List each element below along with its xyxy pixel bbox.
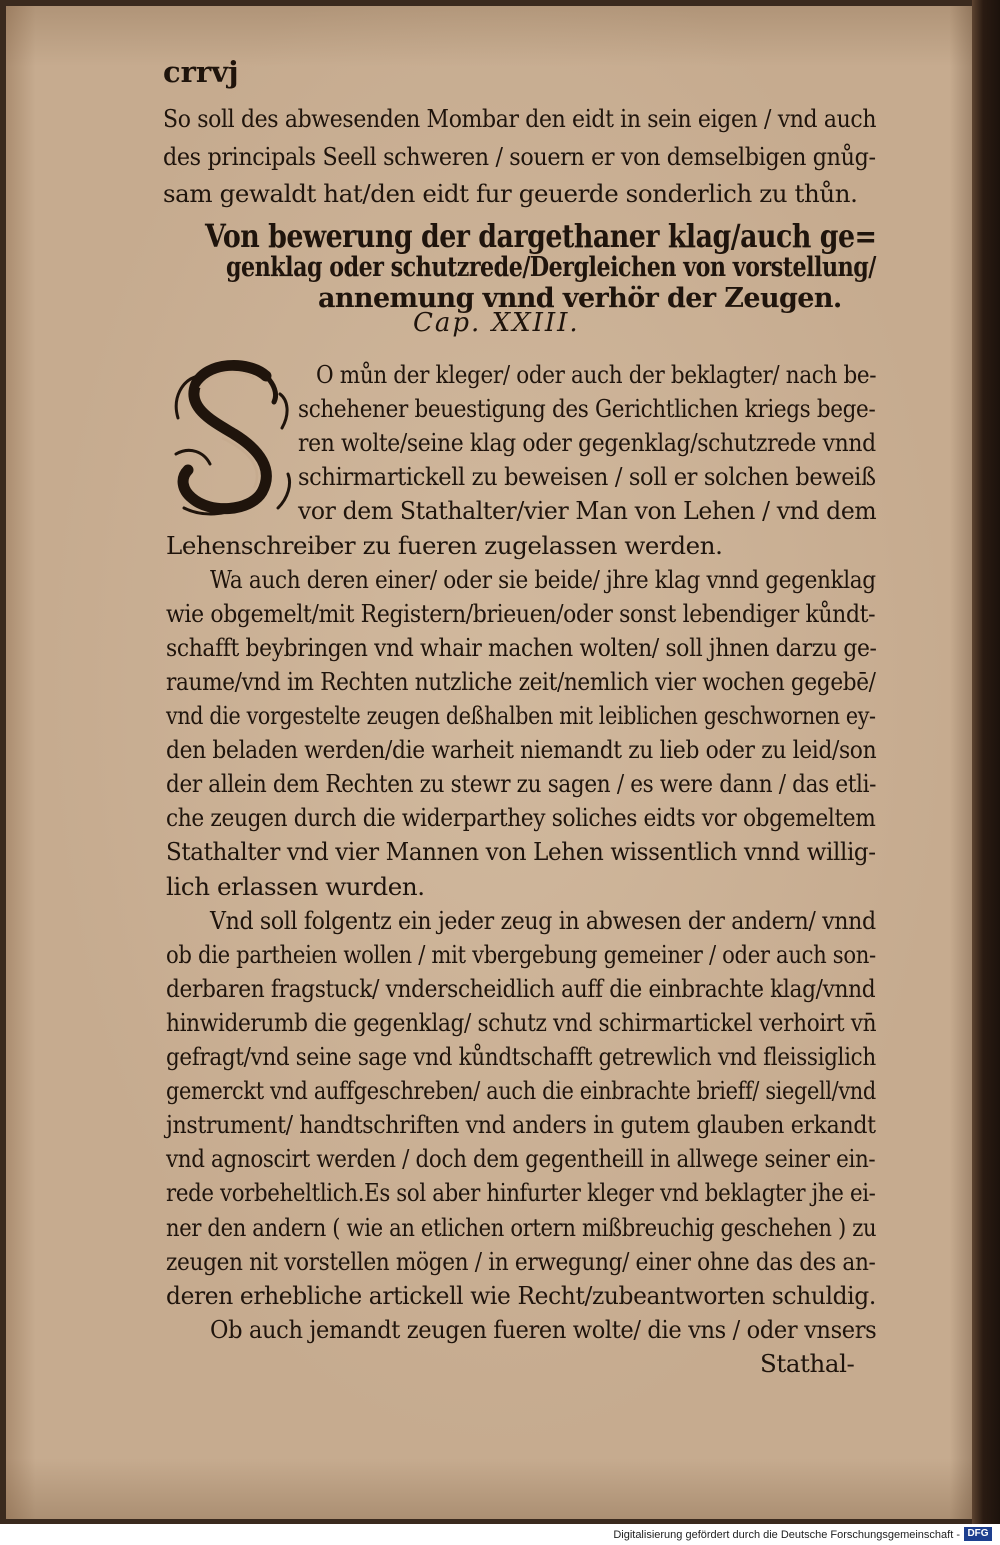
binding-edge [972,0,1000,1524]
text-line: lich erlassen wurden. [166,871,425,901]
text-line: raume/vnd im Rechten nutzliche zeit/nemlich vier wochen gegebē/ [166,666,876,696]
text-line: schehener beuestigung des Gerichtlichen kriegs bege- [298,394,876,424]
text-line: Ob auch jemandt zeugen fueren wolte/ die vns / oder vnsers [210,1314,877,1344]
text-line: sam gewaldt hat/den eidt fur geuerde sonderlich zu thůn. [163,179,858,208]
text-line: rede vorbeheltlich.Es sol aber hinfurter kleger vnd beklagter jhe ei- [166,1178,876,1208]
text-line: ob die partheien wollen / mit vbergebung gemeiner / oder auch son- [166,939,876,969]
text-line: Lehenschreiber zu fueren zugelassen werden. [166,530,723,560]
heading-line: Von bewerung der dargethaner klag/auch ge= [205,217,877,255]
text-line: ren wolte/seine klag oder gegenklag/schutzrede vnnd [298,428,876,458]
text-line: schafft beybringen vnd whair machen wolten/ soll jhnen darzu ge- [166,632,877,662]
text-line: wie obgemelt/mit Registern/brieuen/oder sonst lebendiger kůndt- [166,598,876,628]
text-line: Stathalter vnd vier Mannen von Lehen wissentlich vnnd willig- [166,837,876,867]
text-line: des principals Seell schweren / souern er von demselbigen gnůg- [163,142,876,171]
text-line: So soll des abwesenden Mombar den eidt in sein eigen / vnd auch [163,104,877,133]
funding-credit: Digitalisierung gefördert durch die Deutsche Forschungsgemeinschaft - [613,1529,960,1541]
text-line: der allein dem Rechten zu stewr zu sagen / es were dann / das etli- [166,769,877,799]
text-line: schirmartickell zu beweisen / soll er solchen beweiß [298,462,876,492]
text-line: vnd agnoscirt werden / doch dem gegentheill in allwege seiner ein- [166,1144,876,1174]
heading-line: annemung vnnd verhör der Zeugen. [318,283,842,314]
chapter-number: Cap. XXIII. [413,308,580,338]
text-line: den beladen werden/die warheit niemandt zu lieb oder zu leid/son [166,735,877,765]
text-line: O můn der kleger/ oder auch der beklagter/ nach be- [316,360,877,389]
text-line: vor dem Stathalter/vier Man von Lehen / vnd dem [298,496,877,526]
text-line: gefragt/vnd seine sage vnd kůndtschafft getrewlich vnd fleissiglich [166,1042,876,1071]
text-line: zeugen nit vorstellen mögen / in erwegung/ einer ohne das des an- [166,1246,876,1276]
text-line: ner den andern ( wie an etlichen ortern mißbreuchig geschehen ) zu [166,1212,877,1242]
decorated-initial-s [170,358,296,518]
text-line: gemerckt vnd auffgeschreben/ auch die einbrachte brieff/ siegell/vnd [166,1076,876,1106]
text-line: Stathal- [760,1348,855,1378]
text-line: che zeugen durch die widerparthey soliches eidts vor obgemeltem [166,803,876,833]
text-line: Vnd soll folgentz ein jeder zeug in abwesen der andern/ vnnd [210,905,876,935]
dfg-logo: DFG [964,1527,992,1541]
text-line: derbaren fragstuck/ vnderscheidlich auff die einbrachte klag/vnnd [166,973,876,1003]
heading-line: genklag oder schutzrede/Dergleichen von vorstellung/ [226,252,876,283]
text-line: Wa auch deren einer/ oder sie beide/ jhre klag vnnd gegenklag [210,564,876,594]
text-line: jnstrument/ handtschriften vnd anders in gutem glauben erkandt [166,1110,876,1140]
text-line: deren erhebliche artickell wie Recht/zubeantworten schuldig. [166,1280,876,1310]
text-line: hinwiderumb die gegenklag/ schutz vnd schirmartickel verhoirt vn̄ [166,1007,877,1037]
text-line: vnd die vorgestelte zeugen deßhalben mit leiblichen geschwornen ey- [166,701,876,730]
folio-number: crrvj [163,55,239,89]
